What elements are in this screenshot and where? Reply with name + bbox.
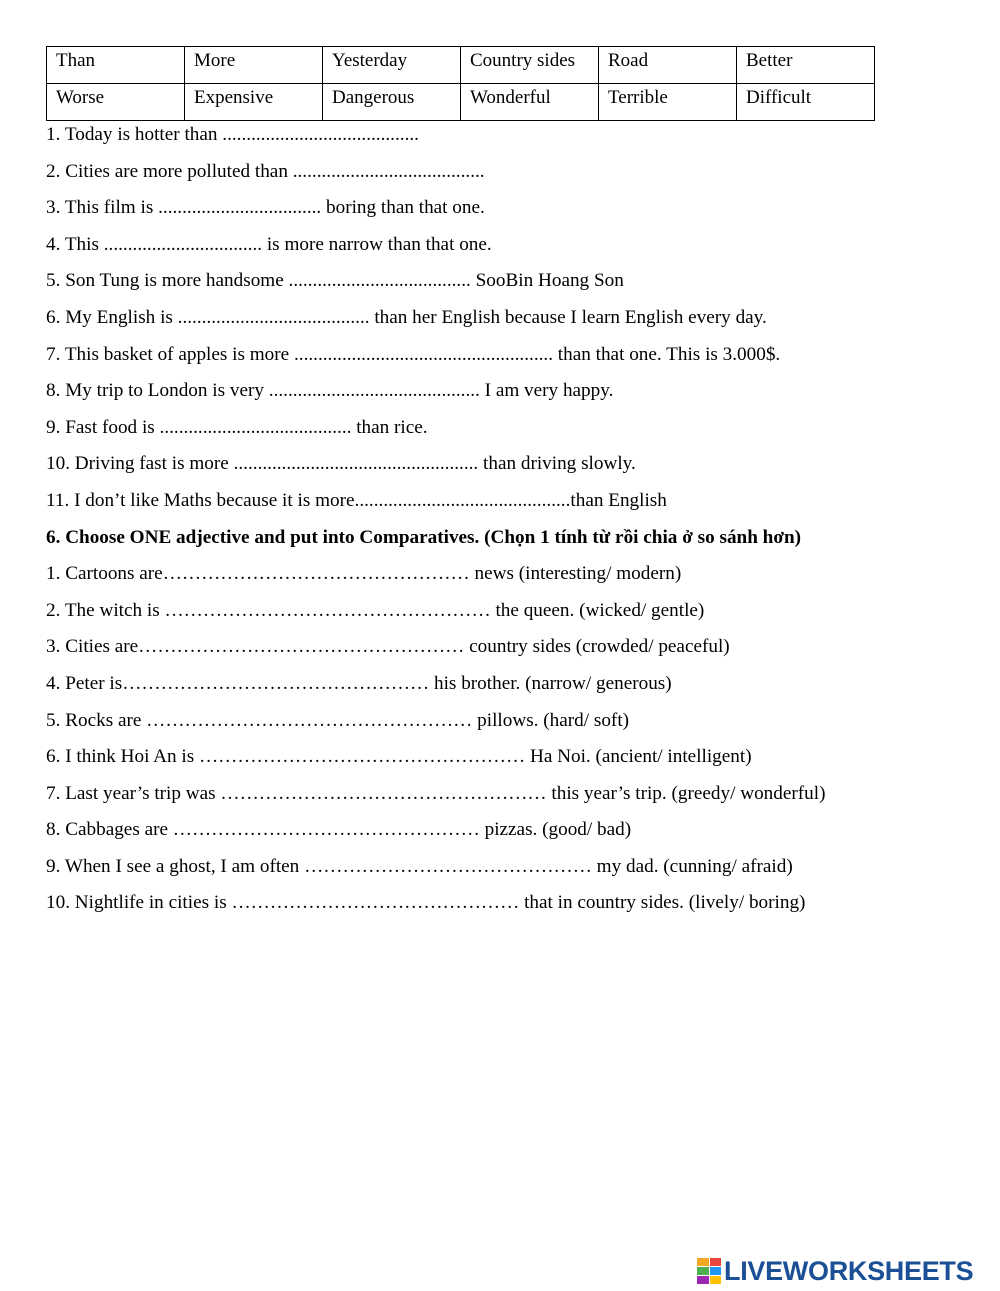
word-bank-cell: Country sides xyxy=(461,47,599,84)
exercise-a-item-1: 1. Today is hotter than ......................................... xyxy=(46,124,419,145)
exercise-a-item-8: 8. My trip to London is very ............................................ I am very happy. xyxy=(46,380,614,402)
logo-square xyxy=(697,1267,709,1275)
exercise-b-item-4: 4. Peter is………………………………………… his brother. (narrow/ generous) xyxy=(46,672,672,694)
word-bank-cell: Difficult xyxy=(737,84,875,121)
logo-square xyxy=(710,1276,722,1284)
exercise-a-item-6: 6. My English is ........................................ than her English because I learn English every day. xyxy=(46,306,767,328)
logo-text: LIVEWORKSHEETS xyxy=(724,1255,974,1286)
exercise-b-item-7: 7. Last year’s trip was …………………………………………… this year’s trip. (greedy/ wonderful) xyxy=(46,782,826,804)
exercise-b-item-2: 2. The witch is …………………………………………… the queen. (wicked/ gentle) xyxy=(46,599,705,621)
word-bank-row xyxy=(47,47,875,84)
word-bank-cell: Better xyxy=(737,47,875,84)
section-6-heading: 6. Choose ONE adjective and put into Comparatives. (Chọn 1 tính từ rồi chia ở so sánh hơn) xyxy=(46,526,802,548)
word-bank-cell: Road xyxy=(599,47,737,84)
word-bank-cell: Dangerous xyxy=(323,84,461,121)
exercise-a-item-11: 11. I don’t like Maths because it is more.............................................than English xyxy=(46,489,667,511)
word-bank-cell: Expensive xyxy=(185,84,323,121)
exercise-a-item-4: 4. This ................................. is more narrow than that one. xyxy=(46,233,492,255)
word-bank-cell: Worse xyxy=(47,84,185,121)
exercise-a-item-9: 9. Fast food is ........................................ than rice. xyxy=(46,416,428,438)
word-bank-cell: Than xyxy=(47,47,185,84)
worksheet-body xyxy=(46,122,986,927)
exercise-b-item-5: 5. Rocks are …………………………………………… pillows. (hard/ soft) xyxy=(46,709,630,731)
logo-square xyxy=(697,1276,709,1284)
exercise-b-item-3: 3. Cities are…………………………………………… country sides (crowded/ peaceful) xyxy=(46,636,730,658)
exercise-b-item-8: 8. Cabbages are ………………………………………… pizzas. (good/ bad) xyxy=(46,819,632,841)
word-bank-table xyxy=(46,46,875,121)
liveworksheets-logo xyxy=(697,1256,973,1286)
exercise-a-item-5: 5. Son Tung is more handsome ...................................... SooBin Hoang Son xyxy=(46,270,624,292)
exercise-a-item-7: 7. This basket of apples is more ...................................................... than that one. This is 3.000$. xyxy=(46,343,781,365)
word-bank-cell: Yesterday xyxy=(323,47,461,84)
logo-square xyxy=(710,1258,722,1266)
exercise-b-item-1: 1. Cartoons are………………………………………… news (interesting/ modern) xyxy=(46,563,682,585)
word-bank-cell: More xyxy=(185,47,323,84)
exercise-a-item-2: 2. Cities are more polluted than ........................................ xyxy=(46,160,485,182)
word-bank-row xyxy=(47,84,875,121)
exercise-b-item-9: 9. When I see a ghost, I am often ……………………………………… my dad. (cunning/ afraid) xyxy=(46,855,793,877)
word-bank-cell: Wonderful xyxy=(461,84,599,121)
logo-square xyxy=(697,1258,709,1266)
exercise-b-item-6: 6. I think Hoi An is …………………………………………… Ha Noi. (ancient/ intelligent) xyxy=(46,746,752,768)
liveworksheets-logo-icon xyxy=(697,1258,721,1284)
logo-square xyxy=(710,1267,722,1275)
exercise-b-item-10: 10. Nightlife in cities is ……………………………………… that in country sides. (lively/ boring) xyxy=(46,892,806,914)
exercise-a-item-3: 3. This film is .................................. boring than that one. xyxy=(46,197,485,219)
word-bank-cell: Terrible xyxy=(599,84,737,121)
exercise-a-item-10: 10. Driving fast is more ................................................... than driving slowly. xyxy=(46,453,636,475)
